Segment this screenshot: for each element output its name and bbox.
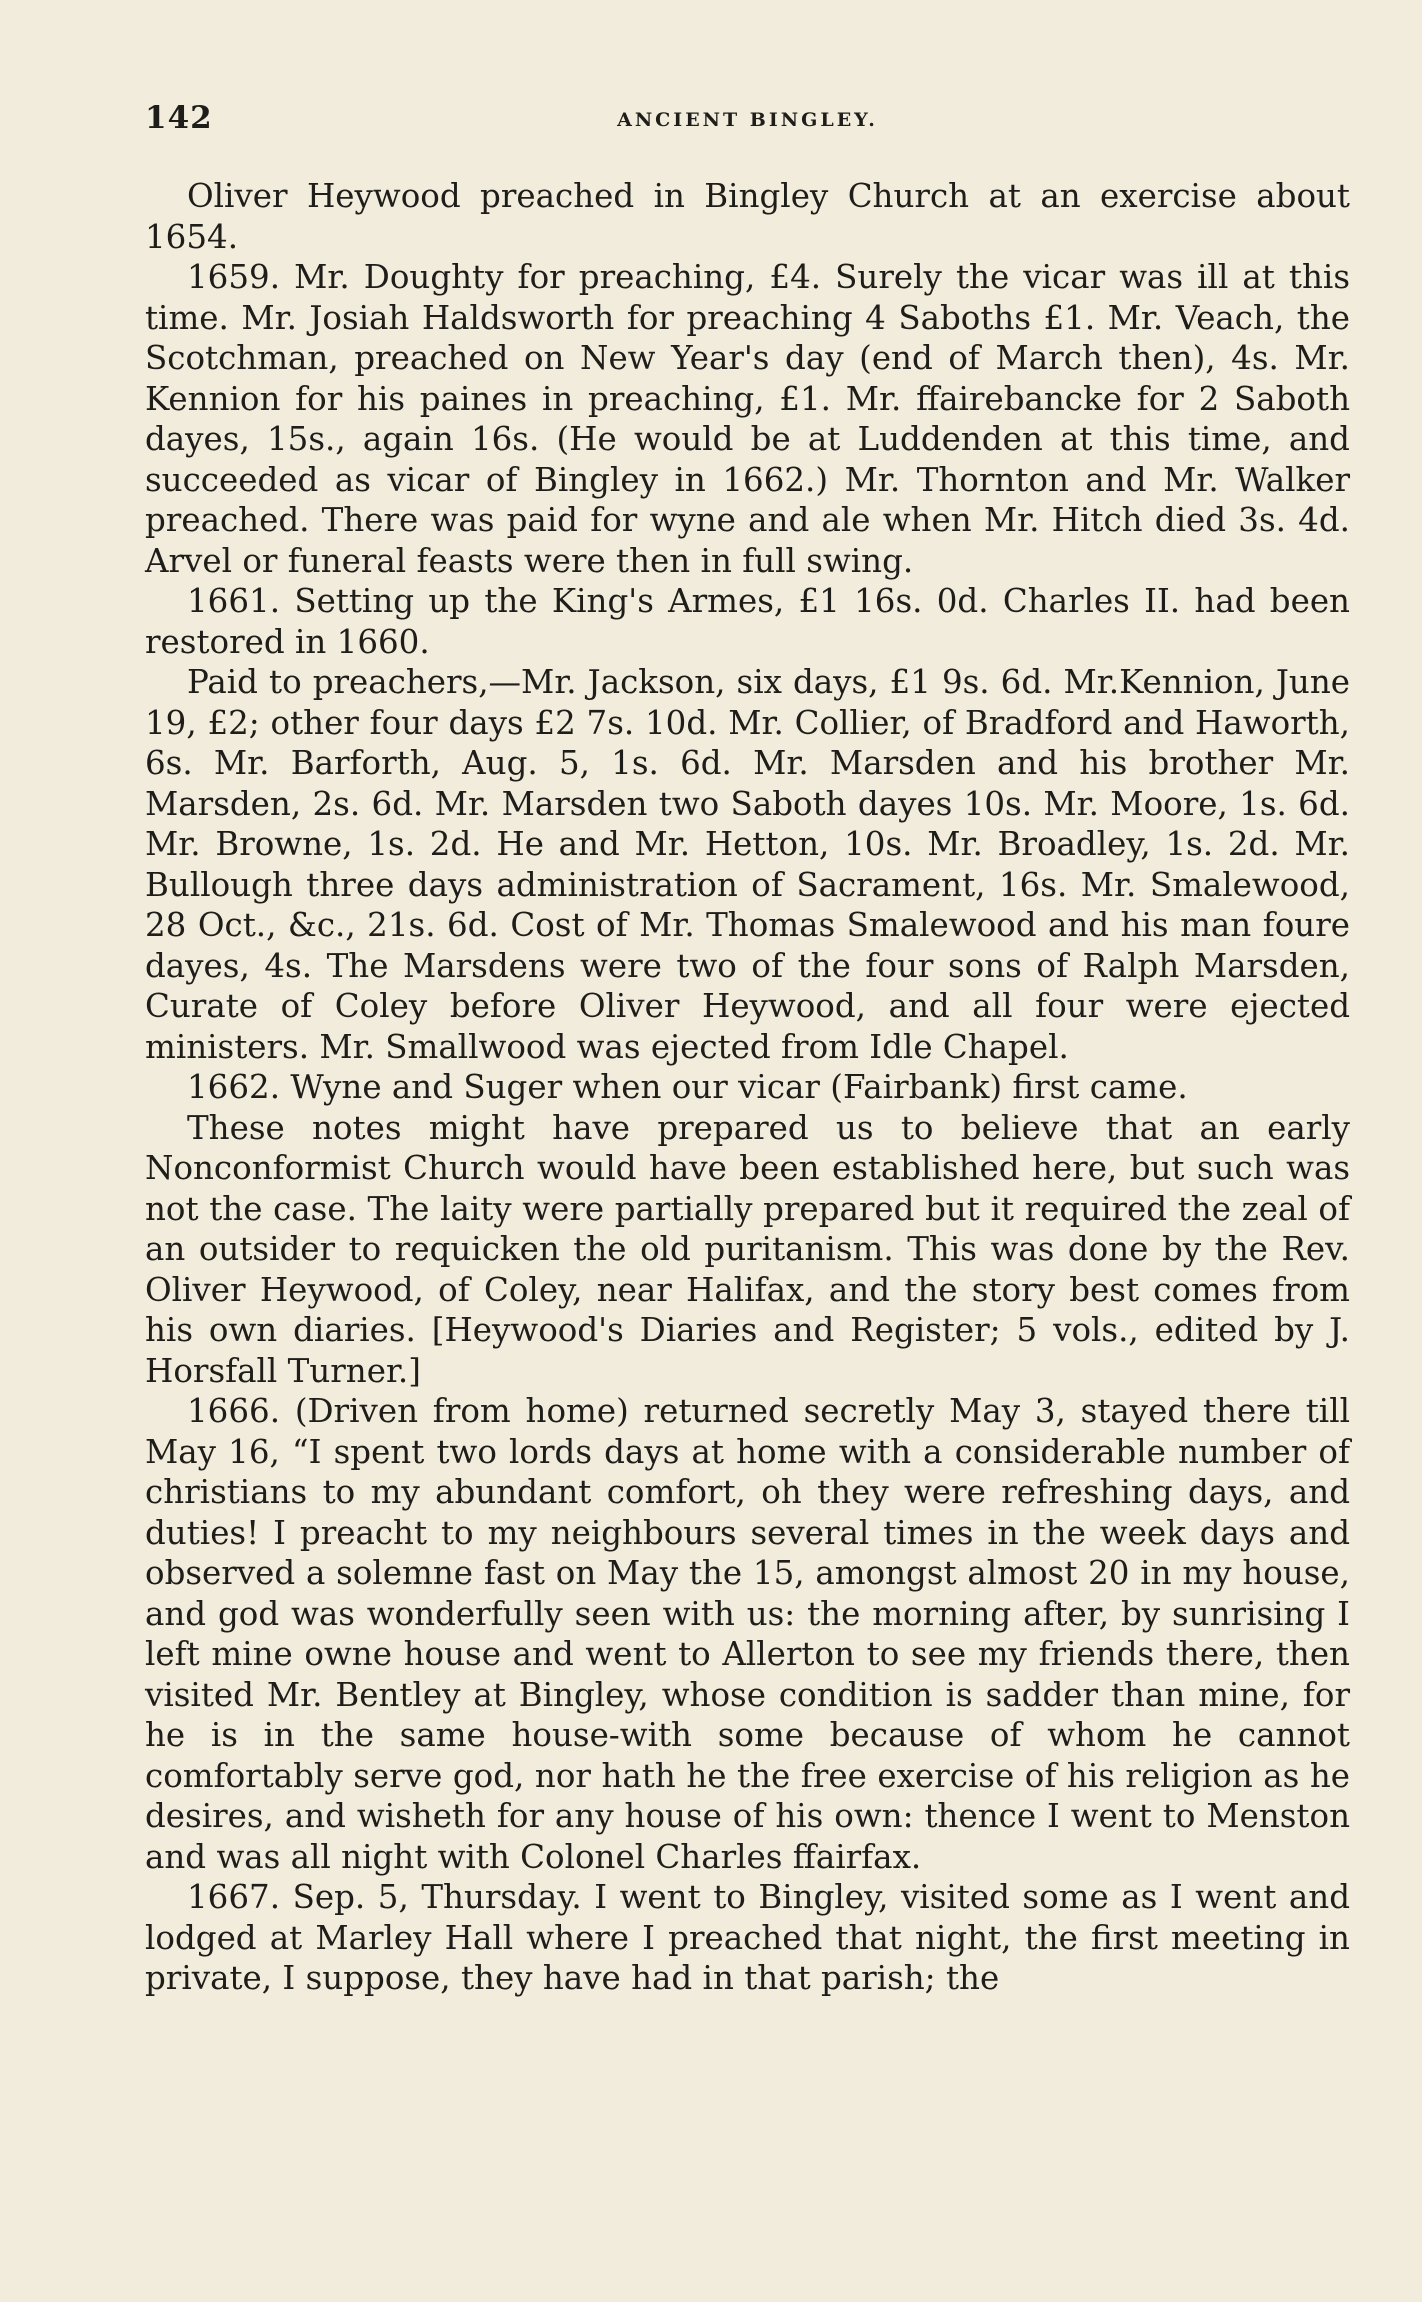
- page-header: [145, 100, 1350, 150]
- paragraph-1662: 1662. Wyne and Suger when our vicar (Fairbank) first came.: [187, 1068, 1188, 1106]
- body-text: [145, 176, 1350, 1999]
- paragraph-1659: 1659. Mr. Doughty for preaching, £4. Surely the vicar was ill at this time. Mr. Josiah Haldsworth for preaching 4 Saboths £1. Mr. Veach, the Scotchman, preached on New Year's day (end of March then), 4s. Mr. Kennion for his paines in preaching, £1. Mr. ffairebancke for 2 Saboth dayes, 15s., again 16s. (He would be at Luddenden at this time, and succeeded as vicar of Bingley in 1662.) Mr. Thornton and Mr. Walker preached. There was paid for wyne and ale when Mr. Hitch died 3s. 4d. Arvel or funeral feasts were then in full swing.: [145, 258, 1350, 580]
- paragraph-heywood-1654: Oliver Heywood preached in Bingley Church at an exercise about 1654.: [145, 177, 1350, 256]
- paragraph-1661: 1661. Setting up the King's Armes, £1 16s. 0d. Charles II. had been restored in 1660.: [145, 582, 1350, 661]
- paragraph-1667: 1667. Sep. 5, Thursday. I went to Bingley, visited some as I went and lodged at Marley Hall where I preached that night, the first meeting in private, I suppose, they have had in that parish; the: [145, 1878, 1350, 1997]
- running-head: ANCIENT BINGLEY.: [617, 109, 878, 131]
- page-number: 142: [145, 100, 213, 136]
- paragraph-1666: 1666. (Driven from home) returned secretly May 3, stayed there till May 16, “I spent two lords days at home with a considerable number of christians to my abundant comfort, oh they were refreshing days, and duties! I preacht to my neighbours several times in the week days and observed a solemne fast on May the 15, amongst almost 20 in my house, and god was wonderfully seen with us: the morning after, by sunrising I left mine owne house and went to Allerton to see my friends there, then visited Mr. Bentley at Bingley, whose condition is sadder than mine, for he is in the same house-with some because of whom he cannot comfortably serve god, nor hath he the free exercise of his religion as he desires, and wisheth for any house of his own: thence I went to Menston and was all night with Colonel Charles ffairfax.: [145, 1392, 1350, 1876]
- paragraph-nonconformist: These notes might have prepared us to believe that an early Nonconformist Church would have been established here, but such was not the case. The laity were partially prepared but it required the zeal of an outsider to requicken the old puritanism. This was done by the Rev. Oliver Heywood, of Coley, near Halifax, and the story best comes from his own diaries. [Heywood's Diaries and Register; 5 vols., edited by J. Horsfall Turner.]: [145, 1108, 1350, 1390]
- paragraph-preachers: Paid to preachers,—Mr. Jackson, six days, £1 9s. 6d. Mr.Kennion, June 19, £2; other four days £2 7s. 10d. Mr. Collier, of Bradford and Haworth, 6s. Mr. Barforth, Aug. 5, 1s. 6d. Mr. Marsden and his brother Mr. Marsden, 2s. 6d. Mr. Marsden two Saboth dayes 10s. Mr. Moore, 1s. 6d. Mr. Browne, 1s. 2d. He and Mr. Hetton, 10s. Mr. Broadley, 1s. 2d. Mr. Bullough three days administration of Sacrament, 16s. Mr. Smalewood, 28 Oct., &c., 21s. 6d. Cost of Mr. Thomas Smalewood and his man foure dayes, 4s. The Marsdens were two of the four sons of Ralph Marsden, Curate of Coley before Oliver Heywood, and all four were ejected ministers. Mr. Smallwood was ejected from Idle Chapel.: [145, 663, 1350, 1066]
